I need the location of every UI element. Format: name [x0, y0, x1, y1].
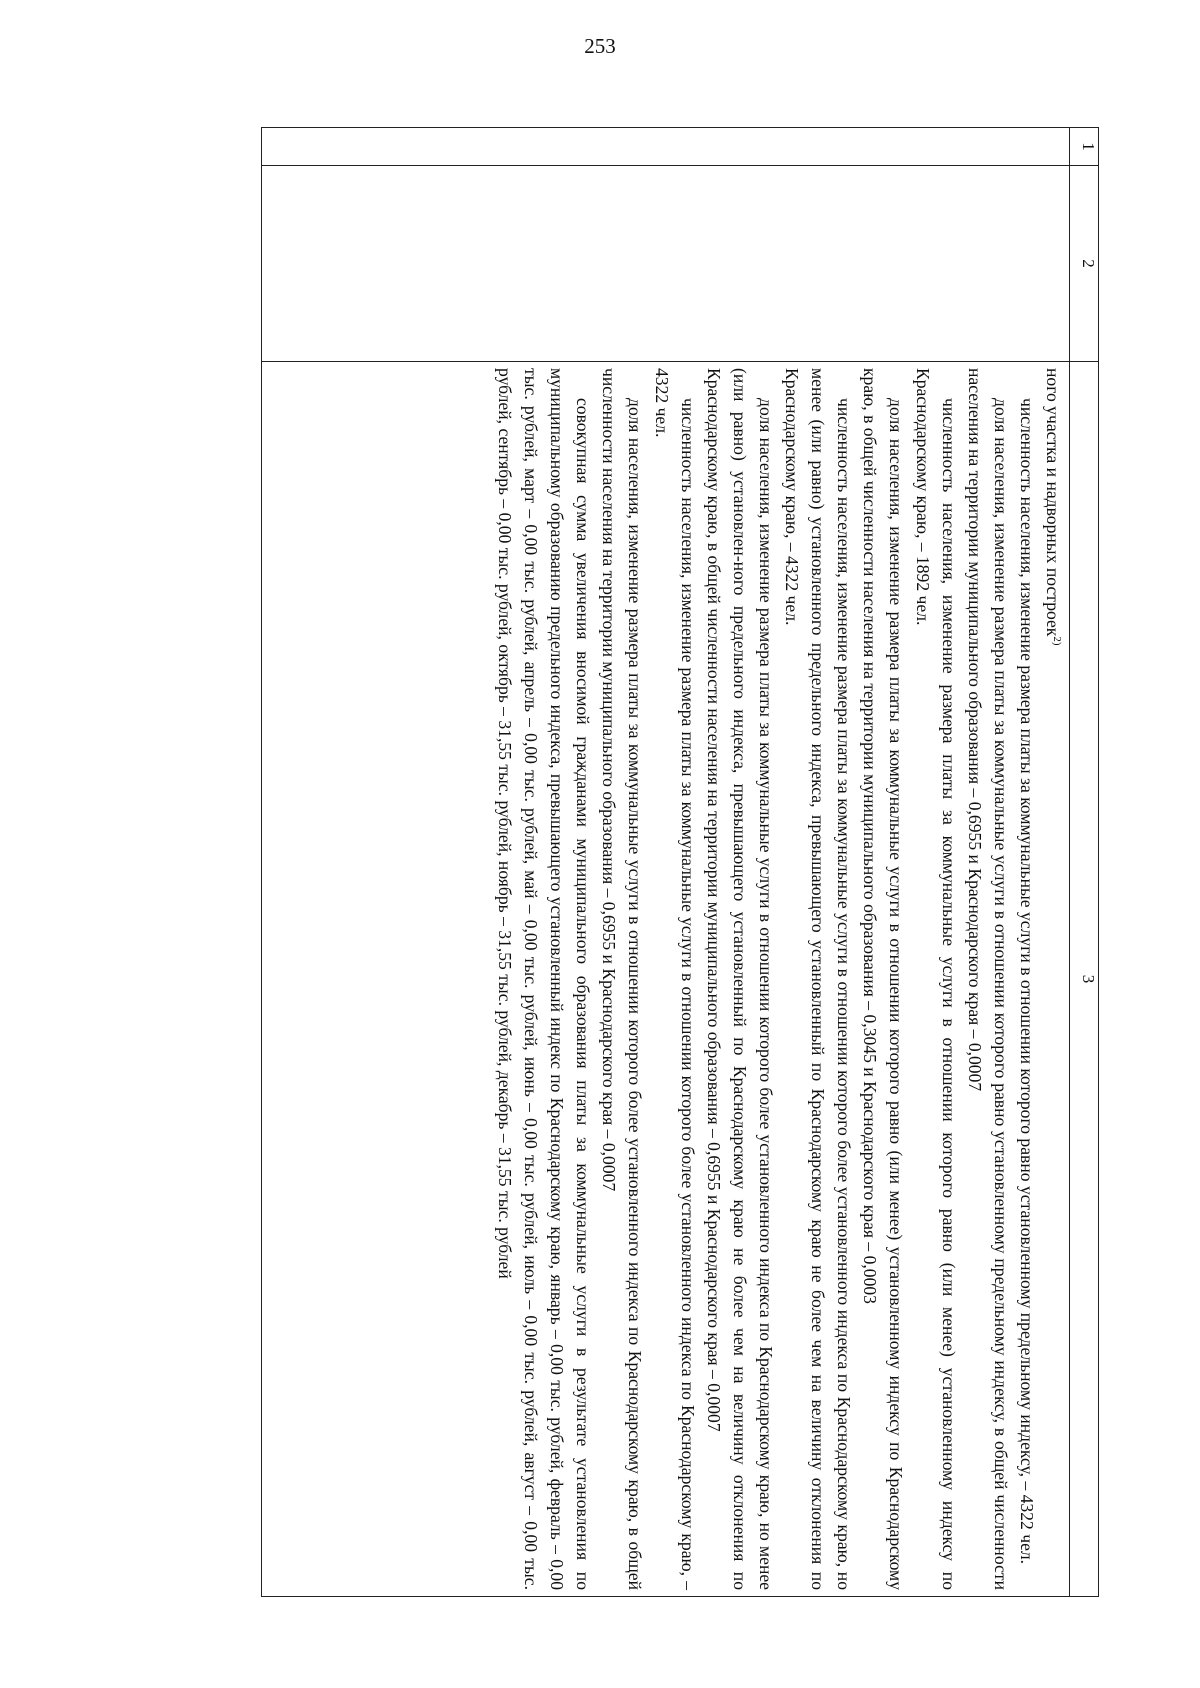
- rotated-table-frame: [261, 127, 1099, 1597]
- paragraph-1: численность населения, изменение размера платы за коммунальные услуги в отношении которого равно установленному предельному индексу, – 4322 чел.: [1016, 398, 1037, 1565]
- paragraph-7: численность населения, изменение размера платы за коммунальные услуги в отношении которого более установленного индекса по Краснодарскому краю, – 4322 чел.: [651, 368, 698, 1590]
- table-header-row: [1070, 128, 1099, 1597]
- column-header-1: 1: [1070, 128, 1099, 166]
- page-number: 253: [584, 34, 616, 58]
- cell-col-1: [262, 128, 1070, 166]
- cell-col-3: [262, 362, 1070, 1597]
- paragraph-8: доля населения, изменение размера платы за коммунальные услуги в отношении которого более установленного индекса по Краснодарскому краю, в общей численности населения на территории муниципального образования – 0,6955 и Краснодарского края – 0,0007: [599, 368, 646, 1590]
- footnote-mark: 2): [1050, 636, 1063, 646]
- intro-text: ного участка и надворных построек: [1043, 368, 1063, 637]
- column-header-2: 2: [1070, 166, 1099, 362]
- paragraph-5: численность населения, изменение размера платы за коммунальные услуги в отношении которого более установленного индекса по Краснодарскому краю, но менее (или равно) установленного предельного индекса, превышающего установленный по Краснодарскому краю не более чем на величину отклонения по Краснодарскому краю, – 4322 чел.: [782, 368, 855, 1590]
- data-table: [261, 127, 1099, 1597]
- cell-col-3-text: [490, 362, 1069, 1596]
- cell-col-2: [262, 166, 1070, 362]
- column-header-3: 3: [1070, 362, 1099, 1597]
- paragraph-4: доля населения, изменение размера платы за коммунальные услуги в отношении которого равно (или менее) установленному индексу по Краснодарскому краю, в общей численности населения на территории муниципального образования – 0,3045 и Краснодарского края – 0,0003: [860, 368, 907, 1590]
- paragraph-2: доля населения, изменение размера платы за коммунальные услуги в отношении которого равно установленному предельному индексу, в общей численности населения на территории муниципального образования – 0,6955 и Краснодарского края – 0,0007: [964, 368, 1011, 1590]
- table-row: [262, 128, 1070, 1597]
- paragraph-6: доля населения, изменение размера платы за коммунальные услуги в отношении которого более установленного индекса по Краснодарскому краю, но менее (или равно) установлен-ного предельного индекса, превышающего установленный по Краснодарскому краю не более чем на величину отклонения по Краснодарскому краю, в общей численности населения на территории муниципального образования – 0,6955 и Краснодарского края – 0,0007: [703, 368, 776, 1590]
- paragraph-9: совокупная сумма увеличения вносимой гражданами муниципального образования платы за коммунальные услуги в результате установления по муниципальному образованию предельного индекса, превышающего установленный индекс по Краснодарскому краю, январь – 0,00 тыс. рублей, февраль – 0,00 тыс. рублей, март – 0,00 тыс. рублей, апрель – 0,00 тыс. рублей, май – 0,00 тыс. рублей, июнь – 0,00 тыс. рублей, июль – 0,00 тыс. рублей, август – 0,00 тыс. рублей, сентябрь – 0,00 тыс. рублей, октябрь – 31,55 тыс. рублей, ноябрь – 31,55 тыс. рублей, декабрь – 31,55 тыс. рублей: [495, 368, 594, 1590]
- paragraph-3: численность населения, изменение размера платы за коммунальные услуги в отношении которого равно (или менее) установленному индексу по Краснодарскому краю, – 1892 чел.: [912, 368, 959, 1590]
- intro-line: [1040, 368, 1066, 1590]
